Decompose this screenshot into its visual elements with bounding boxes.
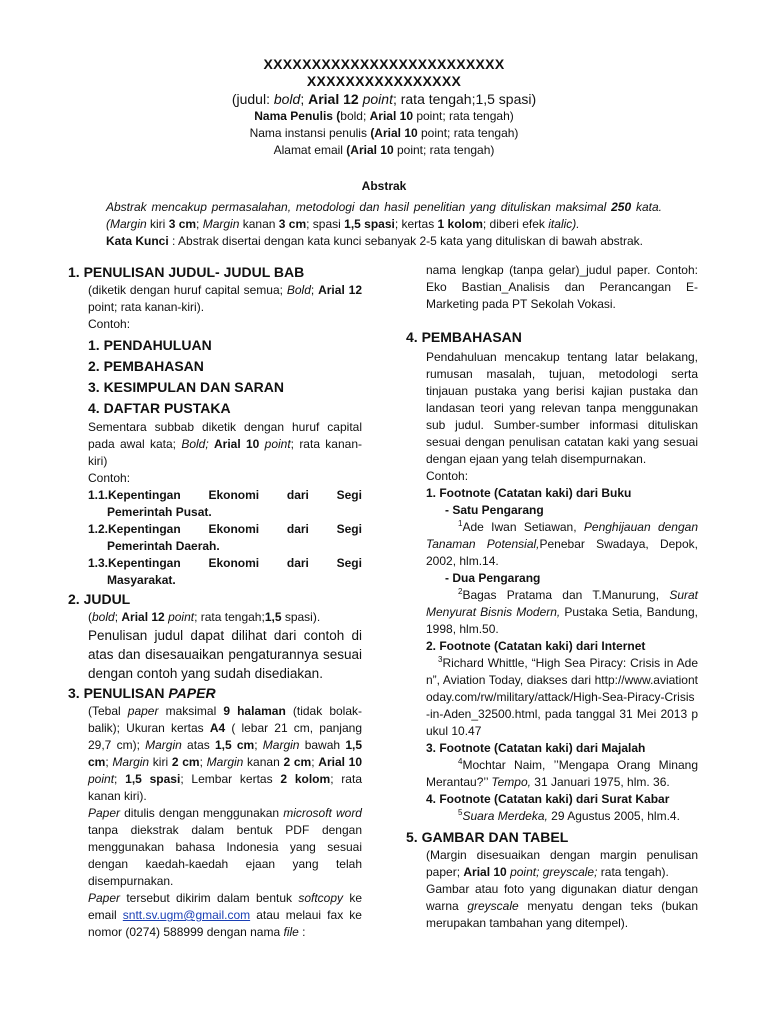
- footnote-magazine-heading: 3. Footnote (Catatan kaki) dari Majalah: [426, 741, 646, 755]
- left-column: [68, 262, 362, 941]
- section-3-format: (Tebal paper maksimal 9 halaman (tidak bolak-balik); Ukuran kertas A4 ( lebar 21 cm, panjang 29,7 cm); Margin atas 1,5 cm; Margin bawah 1,5 cm; Margin kiri 2 cm; Margin kanan 2 cm; Arial 10 point; 1,5 spasi; Lembar kertas 2 kolom; rata kanan kiri).: [88, 704, 363, 803]
- contoh-label: Contoh:: [88, 317, 131, 331]
- subchapter-item: 1.2.Kepentingan Ekonomi dari Segi Pemerintah Daerah.: [88, 522, 362, 553]
- footnote-book-heading: 1. Footnote (Catatan kaki) dari Buku: [426, 486, 632, 500]
- one-author-label: - Satu Pengarang: [445, 503, 544, 517]
- title-line-1: XXXXXXXXXXXXXXXXXXXXXXXXX: [263, 56, 505, 72]
- chapter-item: 2. PEMBAHASAN: [88, 358, 204, 374]
- contoh-label: Contoh:: [88, 471, 131, 485]
- section-1-format: (diketik dengan huruf capital semua; Bold; Arial 12 point; rata kanan-kiri).: [88, 283, 362, 314]
- section-5-heading: 5. GAMBAR DAN TABEL: [406, 829, 569, 845]
- abstract-title: Abstrak: [361, 179, 407, 193]
- chapter-list: [68, 335, 362, 419]
- author-name-note: Nama Penulis (bold; Arial 10 point; rata tengah): [254, 109, 514, 123]
- footnote-ref-4: $^4$Mochtar Naim, ’’Mengapa Orang Minang Merantau?’’ Tempo, 31 Januari 1975, hlm. 36.: [426, 757, 698, 789]
- chapter-item: 1. PENDAHULUAN: [88, 337, 212, 353]
- abstract-body: Abstrak mencakup permasalahan, metodologi dan hasil penelitian yang dituliskan maksimal 250 kata. (Margin kiri 3 cm; Margin kanan 3 cm; spasi 1,5 spasi; kertas 1 kolom; diberi efek italic).: [106, 200, 662, 231]
- subchapter-item: 1.1.Kepentingan Ekonomi dari Segi Pemerintah Pusat.: [88, 488, 362, 519]
- section-5-body: Gambar atau foto yang digunakan diatur dengan warna greyscale menyatu dengan teks (bukan merupakan tambahan yang ditempel).: [426, 882, 698, 930]
- two-author-label: - Dua Pengarang: [445, 571, 541, 585]
- footnote-ref-2: $^2$Bagas Pratama dan T.Manurung, Surat Menyurat Bisnis Modern, Pustaka Setia, Bandung, 1998, hlm.50.: [426, 587, 698, 636]
- right-column: [406, 262, 698, 932]
- title-line-2: XXXXXXXXXXXXXXXX: [306, 73, 462, 89]
- footnote-ref-1: $^1$Ade Iwan Setiawan, Penghijauan dengan Tanaman Potensial,Penebar Swadaya, Depok, 2002, hlm.14.: [426, 519, 699, 568]
- footnote-ref-3: $^3$Richard Whittle, “High Sea Piracy: Crisis in Aden”, Aviation Today, diakses dari http://www.aviationtoday.com/rw/military/attack/High-Sea-Piracy-Crisis-in-Aden_32500.html, pada tanggal 31 Mei 2013 pukul 10.47: [426, 655, 698, 738]
- section-3-submission: Paper tersebut dikirim dalam bentuk softcopy ke email sntt.sv.ugm@gmail.com atau melaui fax ke nomor (0274) 588999 dengan nama file :: [88, 891, 362, 939]
- chapter-item: 4. DAFTAR PUSTAKA: [88, 400, 231, 416]
- footnote-internet-heading: 2. Footnote (Catatan kaki) dari Internet: [426, 639, 646, 653]
- email-link[interactable]: sntt.sv.ugm@gmail.com: [122, 908, 251, 922]
- section-2-format: (bold; Arial 12 point; rata tengah;1,5 spasi).: [88, 610, 321, 624]
- keywords: Kata Kunci : Abstrak disertai dengan kata kunci sebanyak 2-5 kata yang dituliskan di bawah abstrak.: [106, 234, 643, 248]
- paper-header: [60, 56, 708, 159]
- email-note: Alamat email (Arial 10 point; rata tengah): [273, 143, 495, 157]
- section-5-format: (Margin disesuaikan dengan margin penulisan paper; Arial 10 point; greyscale; rata tengah).: [426, 848, 698, 879]
- institution-note: Nama instansi penulis (Arial 10 point; rata tengah): [249, 126, 519, 140]
- footnote-ref-5: $^5$Suara Merdeka, 29 Agustus 2005, hlm.4.: [458, 808, 680, 823]
- section-4-heading: 4. PEMBAHASAN: [406, 329, 522, 345]
- subchapter-item: 1.3.Kepentingan Ekonomi dari Segi Masyarakat.: [88, 556, 362, 587]
- section-3-heading: 3. PENULISAN PAPER: [68, 685, 216, 701]
- section-3-software: Paper ditulis dengan menggunakan microsoft word tanpa diekstrak dalam bentuk PDF dengan menggunakan bahasa Indonesia yang sesuai dengan kaedah-kaedah ejaan yang telah disempurnakan.: [88, 806, 362, 888]
- abstract-section: [106, 178, 662, 250]
- chapter-item: 3. KESIMPULAN DAN SARAN: [88, 379, 285, 395]
- section-2-body: Penulisan judul dapat dilihat dari contoh di atas dan disesauaikan pengaturannya sesuai dengan contoh yang sudah disediakan.: [88, 628, 362, 681]
- title-format-note: (judul: bold; Arial 12 point; rata tengah;1,5 spasi): [231, 91, 537, 107]
- section-2-heading: 2. JUDUL: [68, 591, 131, 607]
- section-1-heading: 1. PENULISAN JUDUL- JUDUL BAB: [68, 264, 305, 280]
- subchapter-format: Sementara subbab diketik dengan huruf capital pada awal kata; Bold; Arial 10 point; rata kanan-kiri): [88, 420, 362, 468]
- footnote-newspaper-heading: 4. Footnote (Catatan kaki) dari Surat Kabar: [426, 792, 670, 806]
- section-3-continuation: nama lengkap (tanpa gelar)_judul paper. Contoh: Eko Bastian_Analisis dan Perancangan E-Marketing pada PT Sekolah Vokasi.: [426, 263, 698, 311]
- section-4-body: Pendahuluan mencakup tentang latar belakang, rumusan masalah, tujuan, metodologi serta tinjauan pustaka yang berisi kajian pustaka dan landasan teori yang relevan tanpa menggunakan sub judul. Sumber-sumber informasi dituliskan sesuai dengan penulisan catatan kaki yang sesuai dengan ejaan yang telah disempurnakan.: [426, 350, 698, 466]
- contoh-label: Contoh:: [426, 469, 469, 483]
